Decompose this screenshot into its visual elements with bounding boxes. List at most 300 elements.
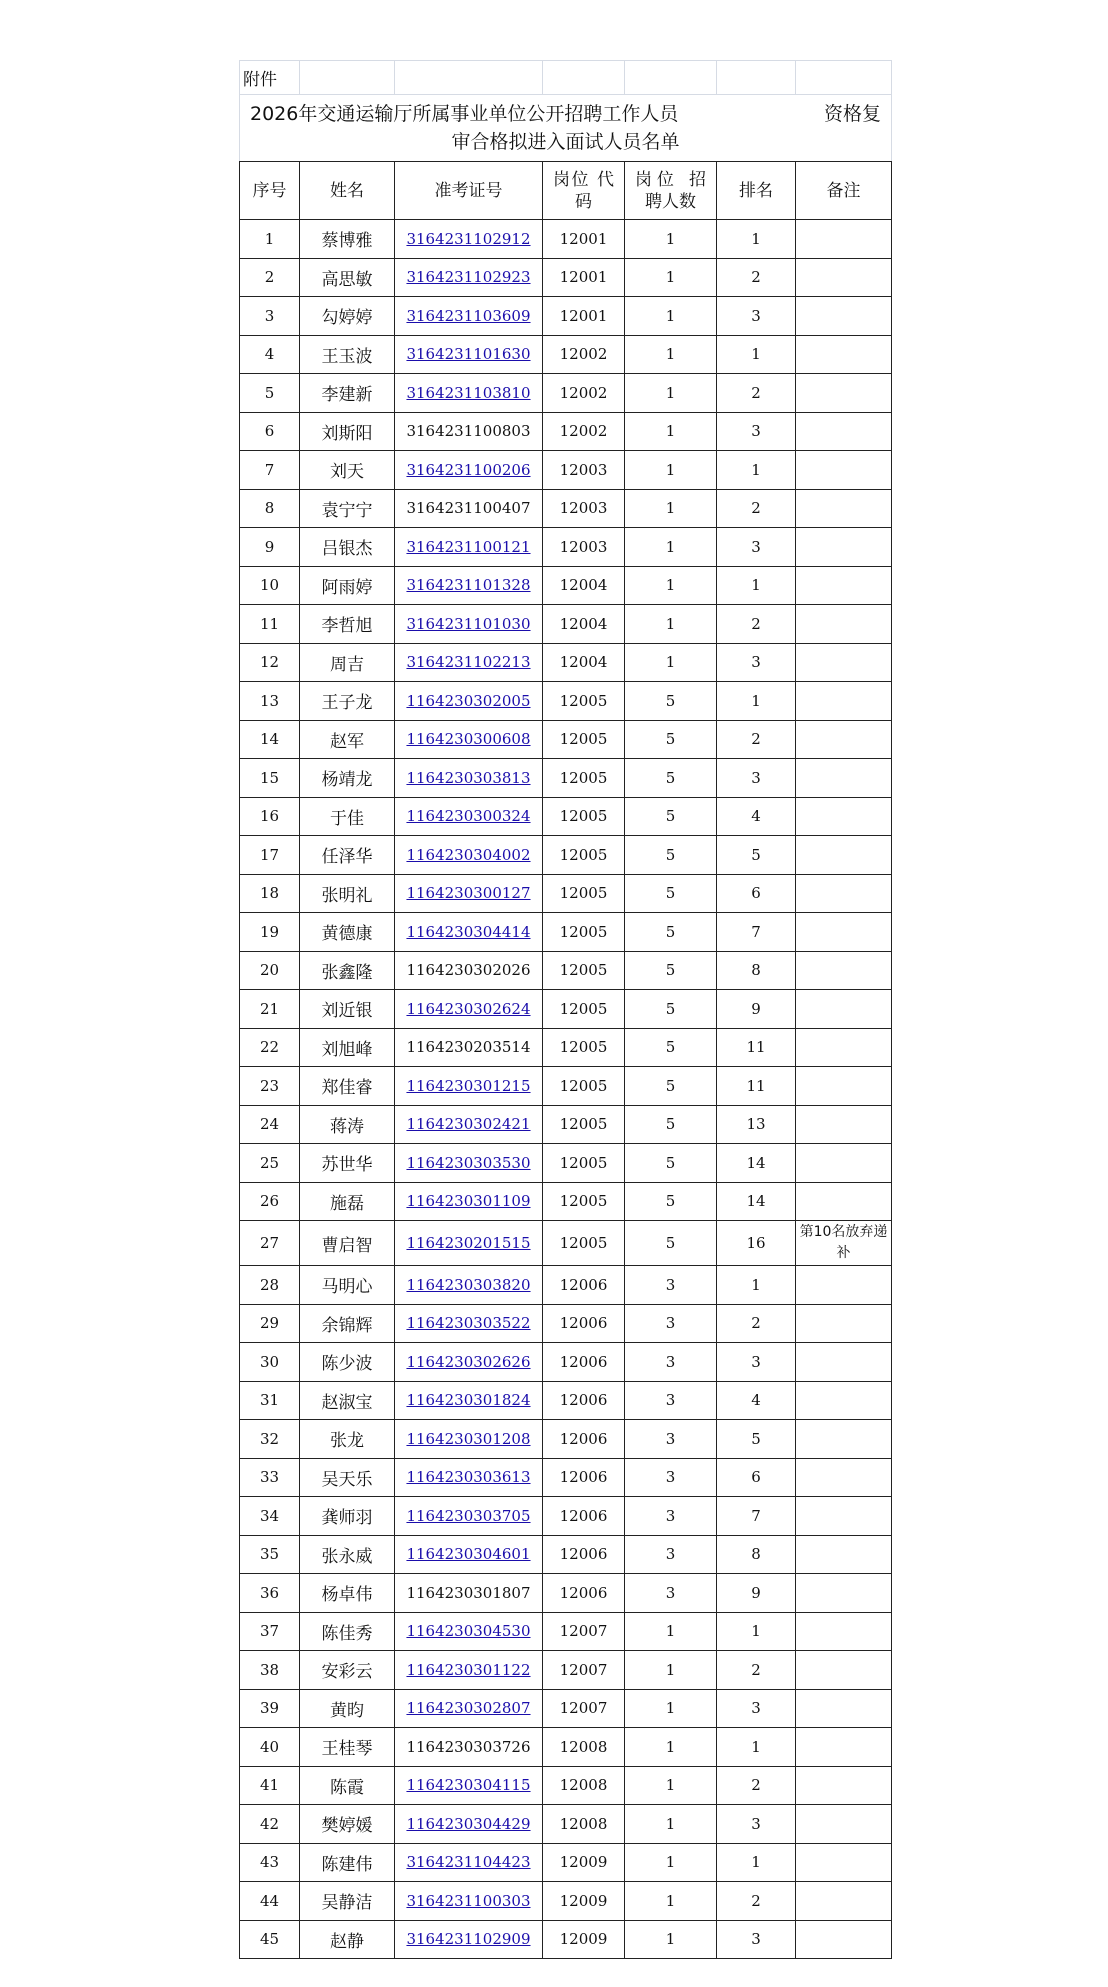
hire-count-cell: 3 [625,1574,717,1613]
rank-cell: 11 [717,1028,796,1067]
header-rank: 排名 [717,162,796,220]
exam-number-link[interactable]: 1164230300608 [406,730,531,749]
rank-cell: 3 [717,643,796,682]
row-number-cell: 15 [240,759,300,798]
attachment-row [240,61,892,95]
rank-cell: 3 [717,1343,796,1382]
exam-number-link[interactable]: 1164230302005 [406,691,531,710]
header-hire-count: 岗位 招聘人数 [625,162,717,220]
table-row [240,451,892,490]
rank-cell: 2 [717,1882,796,1921]
exam-number-link[interactable]: 1164230304429 [406,1814,531,1833]
rank-cell: 3 [717,1805,796,1844]
note-cell [796,1420,892,1459]
exam-number-cell [395,451,543,490]
candidate-name-cell: 樊婷媛 [300,1805,395,1844]
rank-cell: 3 [717,759,796,798]
candidate-name-cell: 蔡博雅 [300,220,395,259]
exam-number-cell [395,412,543,451]
row-number-cell: 43 [240,1843,300,1882]
row-number-cell: 44 [240,1882,300,1921]
row-number-cell: 21 [240,990,300,1029]
exam-number-link[interactable]: 3164231102213 [406,653,531,672]
table-row [240,297,892,336]
hire-count-cell: 5 [625,913,717,952]
exam-number-link[interactable]: 3164231102909 [406,1930,531,1949]
exam-number-link[interactable]: 1164230301824 [406,1391,531,1410]
row-number-cell: 23 [240,1067,300,1106]
note-cell [796,874,892,913]
row-number-cell: 10 [240,566,300,605]
table-row [240,1381,892,1420]
post-code-cell: 12005 [543,874,625,913]
post-code-cell: 12005 [543,1221,625,1266]
candidate-name-cell: 于佳 [300,797,395,836]
post-code-cell: 12004 [543,643,625,682]
note-cell [796,566,892,605]
post-code-cell: 12006 [543,1343,625,1382]
exam-number-link[interactable]: 1164230301215 [406,1076,531,1095]
candidate-name-cell: 龚师羽 [300,1497,395,1536]
hire-count-cell: 1 [625,258,717,297]
empty-cell [717,61,796,95]
post-code-cell: 12005 [543,913,625,952]
table-row [240,1574,892,1613]
exam-number-cell [395,1574,543,1613]
table-row [240,412,892,451]
candidate-name-cell: 吴静洁 [300,1882,395,1921]
rank-cell: 5 [717,836,796,875]
candidate-name-cell: 周吉 [300,643,395,682]
table-row [240,1689,892,1728]
exam-number-link[interactable]: 3164231103609 [406,306,531,325]
hire-count-cell: 1 [625,1920,717,1959]
note-cell [796,913,892,952]
row-number-cell: 42 [240,1805,300,1844]
rank-cell: 2 [717,489,796,528]
rank-cell: 1 [717,220,796,259]
exam-number-link[interactable]: 1164230304530 [406,1622,531,1641]
post-code-cell: 12005 [543,1182,625,1221]
candidate-name-cell: 王桂琴 [300,1728,395,1767]
row-number-cell: 22 [240,1028,300,1067]
note-cell [796,1805,892,1844]
exam-number-cell [395,258,543,297]
exam-number-link[interactable]: 1164230303530 [406,1153,531,1172]
hire-count-cell: 3 [625,1420,717,1459]
candidate-name-cell: 陈少波 [300,1343,395,1382]
post-code-cell: 12005 [543,836,625,875]
candidate-name-cell: 张鑫隆 [300,951,395,990]
rank-cell: 1 [717,451,796,490]
row-number-cell: 25 [240,1144,300,1183]
note-cell [796,1067,892,1106]
note-cell [796,374,892,413]
row-number-cell: 26 [240,1182,300,1221]
table-row [240,836,892,875]
exam-number-link[interactable]: 1164230301109 [406,1192,531,1211]
row-number-cell: 3 [240,297,300,336]
post-code-cell: 12006 [543,1497,625,1536]
rank-cell: 2 [717,1304,796,1343]
row-number-cell: 2 [240,258,300,297]
note-cell [796,605,892,644]
exam-number-cell [395,1458,543,1497]
table-row [240,1920,892,1959]
table-row [240,759,892,798]
header-name: 姓名 [300,162,395,220]
note-cell [796,720,892,759]
note-cell [796,1304,892,1343]
post-code-cell: 12001 [543,220,625,259]
exam-number-link[interactable]: 1164230303820 [406,1275,531,1294]
exam-number-link[interactable]: 1164230302624 [406,999,531,1018]
rank-cell: 9 [717,990,796,1029]
row-number-cell: 8 [240,489,300,528]
candidate-name-cell: 陈佳秀 [300,1612,395,1651]
table-row [240,1882,892,1921]
header-row [240,162,892,220]
exam-number-cell [395,797,543,836]
empty-cell [543,61,625,95]
candidate-name-cell: 郑佳睿 [300,1067,395,1106]
exam-number-cell [395,605,543,644]
table-row [240,220,892,259]
exam-number-cell [395,335,543,374]
candidate-name-cell: 曹启智 [300,1221,395,1266]
table-row [240,1535,892,1574]
hire-count-cell: 1 [625,297,717,336]
hire-count-cell: 3 [625,1497,717,1536]
rank-cell: 3 [717,412,796,451]
hire-count-cell: 1 [625,566,717,605]
exam-number-text: 1164230203514 [406,1038,531,1057]
table-row [240,1728,892,1767]
exam-number-link[interactable]: 3164231101328 [406,576,531,595]
exam-number-cell [395,1304,543,1343]
exam-number-link[interactable]: 3164231102912 [406,229,531,248]
post-code-cell: 12001 [543,297,625,336]
candidate-name-cell: 袁宁宁 [300,489,395,528]
candidate-name-cell: 刘斯阳 [300,412,395,451]
rank-cell: 8 [717,951,796,990]
note-cell [796,836,892,875]
post-code-cell: 12006 [543,1420,625,1459]
header-post-code: 岗位 代码 [543,162,625,220]
table-row [240,1304,892,1343]
exam-number-cell [395,1920,543,1959]
row-number-cell: 29 [240,1304,300,1343]
post-code-cell: 12007 [543,1612,625,1651]
candidate-name-cell: 吴天乐 [300,1458,395,1497]
exam-number-cell [395,1689,543,1728]
exam-number-link[interactable]: 1164230303813 [406,768,531,787]
post-code-cell: 12008 [543,1728,625,1767]
table-row [240,1221,892,1266]
table-row [240,1105,892,1144]
table-row [240,1067,892,1106]
exam-number-cell [395,1144,543,1183]
table-row [240,374,892,413]
candidate-name-cell: 陈建伟 [300,1843,395,1882]
exam-number-link[interactable]: 1164230300127 [406,884,531,903]
hire-count-cell: 1 [625,528,717,567]
post-code-cell: 12005 [543,1105,625,1144]
rank-cell: 7 [717,1497,796,1536]
exam-number-link[interactable]: 1164230304002 [406,845,531,864]
table-row [240,682,892,721]
note-cell [796,489,892,528]
rank-cell: 7 [717,913,796,952]
hire-count-cell: 1 [625,1651,717,1690]
rank-cell: 4 [717,797,796,836]
row-number-cell: 18 [240,874,300,913]
exam-number-link[interactable]: 3164231102923 [406,268,531,287]
post-code-cell: 12005 [543,682,625,721]
candidate-name-cell: 张明礼 [300,874,395,913]
hire-count-cell: 1 [625,1728,717,1767]
row-number-cell: 17 [240,836,300,875]
hire-count-cell: 3 [625,1304,717,1343]
exam-number-cell [395,759,543,798]
header-exam-no: 准考证号 [395,162,543,220]
note-cell [796,412,892,451]
exam-number-cell [395,1766,543,1805]
empty-cell [625,61,717,95]
rank-cell: 6 [717,1458,796,1497]
exam-number-cell [395,1805,543,1844]
candidate-name-cell: 李建新 [300,374,395,413]
empty-cell [300,61,395,95]
post-code-cell: 12006 [543,1458,625,1497]
exam-number-cell [395,1651,543,1690]
row-number-cell: 38 [240,1651,300,1690]
candidate-name-cell: 赵静 [300,1920,395,1959]
note-cell [796,258,892,297]
candidate-name-cell: 任泽华 [300,836,395,875]
post-code-cell: 12006 [543,1381,625,1420]
table-row [240,1144,892,1183]
exam-number-link[interactable]: 3164231100206 [406,460,531,479]
exam-number-link[interactable]: 3164231101630 [406,345,531,364]
exam-number-link[interactable]: 1164230302626 [406,1352,531,1371]
table-row [240,1843,892,1882]
candidate-name-cell: 高思敏 [300,258,395,297]
note-cell [796,1574,892,1613]
table-row [240,566,892,605]
rank-cell: 2 [717,258,796,297]
exam-number-text: 1164230303726 [406,1737,531,1756]
exam-number-cell [395,1266,543,1305]
exam-number-link[interactable]: 3164231103810 [406,383,531,402]
rank-cell: 2 [717,1766,796,1805]
exam-number-link[interactable]: 1164230302421 [406,1115,531,1134]
exam-number-cell [395,528,543,567]
rank-cell: 2 [717,605,796,644]
hire-count-cell: 1 [625,412,717,451]
hire-count-cell: 3 [625,1458,717,1497]
candidate-table [239,60,892,1959]
hire-count-cell: 5 [625,759,717,798]
exam-number-cell [395,489,543,528]
candidate-name-cell: 吕银杰 [300,528,395,567]
row-number-cell: 5 [240,374,300,413]
hire-count-cell: 1 [625,1766,717,1805]
note-cell [796,1651,892,1690]
candidate-name-cell: 张龙 [300,1420,395,1459]
exam-number-cell [395,1381,543,1420]
exam-number-cell [395,566,543,605]
post-code-cell: 12005 [543,951,625,990]
exam-number-cell [395,1728,543,1767]
note-cell [796,220,892,259]
post-code-cell: 12007 [543,1689,625,1728]
row-number-cell: 39 [240,1689,300,1728]
candidate-name-cell: 李哲旭 [300,605,395,644]
row-number-cell: 30 [240,1343,300,1382]
title-row [240,95,892,162]
exam-number-link[interactable]: 1164230301208 [406,1429,531,1448]
header-note: 备注 [796,162,892,220]
table-body [240,220,892,1959]
row-number-cell: 4 [240,335,300,374]
candidate-name-cell: 安彩云 [300,1651,395,1690]
row-number-cell: 35 [240,1535,300,1574]
exam-number-link[interactable]: 1164230303522 [406,1314,531,1333]
rank-cell: 1 [717,682,796,721]
exam-number-cell [395,836,543,875]
hire-count-cell: 1 [625,220,717,259]
exam-number-cell [395,220,543,259]
row-number-cell: 33 [240,1458,300,1497]
exam-number-link[interactable]: 1164230302807 [406,1699,531,1718]
title-line1-left: 2026年交通运输厅所属事业单位公开招聘工作人员 [250,103,679,125]
exam-number-text: 1164230301807 [406,1583,531,1602]
rank-cell: 14 [717,1144,796,1183]
exam-number-link[interactable]: 1164230201515 [406,1234,531,1252]
rank-cell: 1 [717,1843,796,1882]
table-row [240,1266,892,1305]
table-row [240,1458,892,1497]
note-cell [796,1458,892,1497]
post-code-cell: 12008 [543,1766,625,1805]
exam-number-text: 1164230302026 [406,961,531,980]
post-code-cell: 12005 [543,990,625,1029]
hire-count-cell: 5 [625,1221,717,1266]
hire-count-cell: 3 [625,1535,717,1574]
exam-number-cell [395,720,543,759]
rank-cell: 1 [717,335,796,374]
candidate-name-cell: 陈霞 [300,1766,395,1805]
candidate-name-cell: 黄德康 [300,913,395,952]
post-code-cell: 12002 [543,412,625,451]
row-number-cell: 11 [240,605,300,644]
exam-number-link[interactable]: 1164230304414 [406,922,531,941]
note-cell [796,297,892,336]
post-code-cell: 12001 [543,258,625,297]
exam-number-cell [395,1028,543,1067]
exam-number-link[interactable]: 1164230304115 [406,1776,531,1795]
table-row [240,913,892,952]
table-row [240,1028,892,1067]
rank-cell: 1 [717,1728,796,1767]
exam-number-cell [395,643,543,682]
exam-number-link[interactable]: 1164230304601 [406,1545,531,1564]
hire-count-cell: 1 [625,1843,717,1882]
hire-count-cell: 5 [625,1105,717,1144]
note-cell [796,1689,892,1728]
hire-count-cell: 1 [625,1612,717,1651]
exam-number-cell [395,1497,543,1536]
row-number-cell: 16 [240,797,300,836]
note-cell [796,1144,892,1183]
exam-number-link[interactable]: 3164231104423 [406,1853,531,1872]
note-cell [796,1381,892,1420]
candidate-name-cell: 余锦辉 [300,1304,395,1343]
rank-cell: 14 [717,1182,796,1221]
row-number-cell: 34 [240,1497,300,1536]
note-cell [796,1266,892,1305]
table-row [240,1182,892,1221]
exam-number-cell [395,1535,543,1574]
row-number-cell: 41 [240,1766,300,1805]
row-number-cell: 6 [240,412,300,451]
exam-number-link[interactable]: 3164231100121 [406,537,531,556]
post-code-cell: 12002 [543,335,625,374]
table-row [240,643,892,682]
post-code-cell: 12005 [543,759,625,798]
candidate-name-cell: 施磊 [300,1182,395,1221]
post-code-cell: 12004 [543,566,625,605]
exam-number-link[interactable]: 1164230301122 [406,1660,531,1679]
exam-number-link[interactable]: 3164231100303 [406,1891,531,1910]
table-row [240,797,892,836]
exam-number-cell [395,1105,543,1144]
candidate-name-cell: 王子龙 [300,682,395,721]
note-cell [796,1497,892,1536]
table-row [240,1766,892,1805]
table-row [240,605,892,644]
candidate-name-cell: 黄昀 [300,1689,395,1728]
row-number-cell: 32 [240,1420,300,1459]
hire-count-cell: 5 [625,797,717,836]
rank-cell: 6 [717,874,796,913]
row-number-cell: 13 [240,682,300,721]
table-row [240,951,892,990]
note-cell [796,528,892,567]
exam-number-cell [395,374,543,413]
candidate-name-cell: 阿雨婷 [300,566,395,605]
exam-number-link[interactable]: 1164230303613 [406,1468,531,1487]
hire-count-cell: 5 [625,682,717,721]
title-line2: 审合格拟进入面试人员名单 [451,131,680,153]
exam-number-link[interactable]: 1164230300324 [406,807,531,826]
exam-number-cell [395,1067,543,1106]
row-number-cell: 31 [240,1381,300,1420]
header-no: 序号 [240,162,300,220]
post-code-cell: 12003 [543,451,625,490]
post-code-cell: 12003 [543,528,625,567]
exam-number-link[interactable]: 3164231101030 [406,614,531,633]
row-number-cell: 37 [240,1612,300,1651]
row-number-cell: 28 [240,1266,300,1305]
post-code-cell: 12007 [543,1651,625,1690]
exam-number-cell [395,1420,543,1459]
post-code-cell: 12006 [543,1266,625,1305]
table-row [240,335,892,374]
exam-number-text: 3164231100407 [406,499,531,518]
exam-number-link[interactable]: 1164230303705 [406,1506,531,1525]
